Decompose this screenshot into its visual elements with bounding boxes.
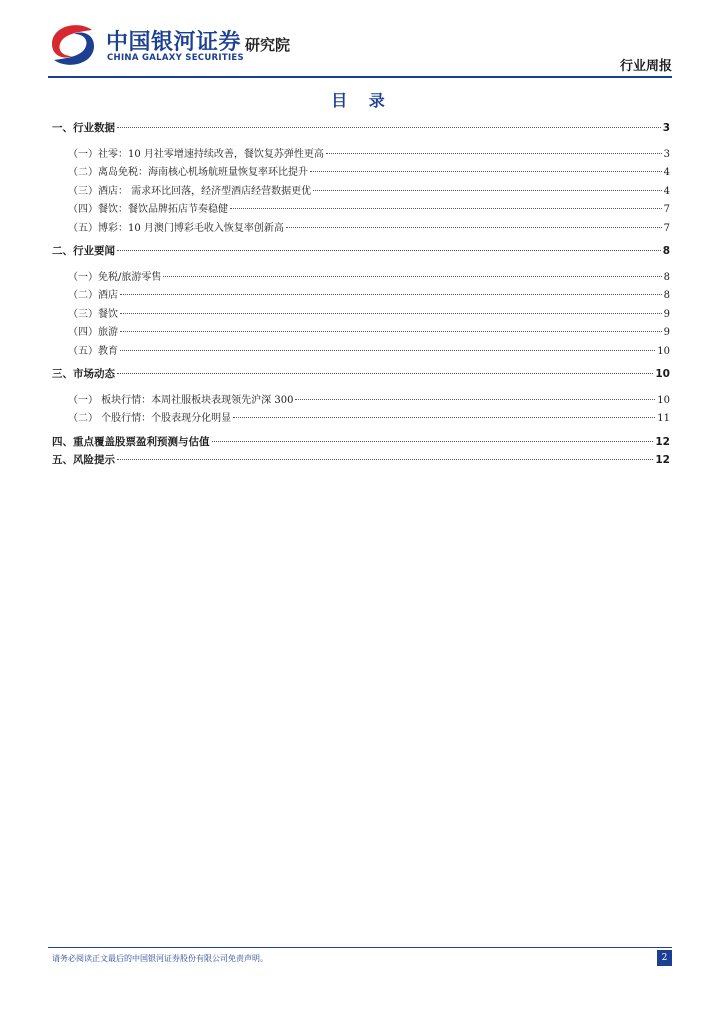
dot-leader — [117, 127, 661, 128]
toc-entry[interactable] — [52, 452, 670, 471]
toc-entry-label: （五）教育 — [68, 345, 118, 357]
dot-leader — [212, 441, 654, 442]
toc-entry-page: 11 — [657, 413, 670, 424]
dot-leader — [117, 373, 653, 374]
toc-entry-page: 7 — [663, 204, 670, 215]
toc-entry[interactable] — [52, 268, 670, 287]
disclaimer-note: 请务必阅读正文最后的中国银河证券股份有限公司免责声明。 — [52, 954, 268, 963]
dot-leader — [326, 153, 662, 154]
toc-entry-label: 三、市场动态 — [52, 368, 115, 380]
toc-entry-page: 8 — [663, 290, 670, 301]
table-of-contents — [52, 120, 670, 471]
toc-entry-page: 10 — [657, 394, 670, 406]
toc-entry-page: 12 — [655, 435, 670, 448]
dot-leader — [295, 399, 655, 400]
toc-entry[interactable] — [52, 200, 670, 219]
toc-title: 目 录 — [331, 91, 393, 110]
toc-entry[interactable] — [52, 391, 670, 410]
toc-entry-page: 8 — [663, 271, 670, 283]
dot-leader — [233, 417, 655, 418]
toc-entry[interactable] — [52, 434, 670, 453]
toc-entry[interactable] — [52, 286, 670, 305]
toc-entry-label: （一）免税/旅游零售 — [68, 271, 162, 283]
toc-entry[interactable] — [52, 323, 670, 342]
toc-entry[interactable] — [52, 243, 670, 262]
toc-entry-label: 四、重点覆盖股票盈利预测与估值 — [52, 435, 210, 448]
toc-entry[interactable] — [52, 182, 670, 201]
toc-entry[interactable] — [52, 409, 670, 428]
dot-leader — [310, 171, 662, 172]
toc-entry-page: 12 — [655, 454, 670, 466]
dot-leader — [120, 313, 662, 314]
logo-english-name: CHINA GALAXY SECURITIES — [107, 53, 244, 63]
toc-entry-label: 五、风险提示 — [52, 454, 115, 466]
toc-entry[interactable] — [52, 163, 670, 182]
toc-entry-page: 4 — [663, 185, 670, 197]
toc-entry-label: （二）离岛免税：海南核心机场航班量恢复率环比提升 — [68, 167, 308, 178]
toc-entry-page: 9 — [663, 327, 670, 338]
toc-entry-page: 7 — [663, 222, 670, 234]
toc-entry[interactable] — [52, 366, 670, 385]
page-header — [48, 22, 672, 80]
header-divider — [48, 76, 672, 78]
toc-entry-label: （二）酒店 — [68, 290, 118, 301]
dot-leader — [120, 331, 662, 332]
toc-entry-label: （四）餐饮：餐饮品牌拓店节奏稳健 — [68, 204, 228, 215]
toc-entry-page: 10 — [655, 368, 670, 380]
institute-label: 研究院 — [245, 36, 291, 54]
toc-entry[interactable] — [52, 145, 670, 164]
toc-entry-label: （四）旅游 — [68, 327, 118, 338]
toc-entry[interactable] — [52, 219, 670, 238]
dot-leader — [313, 190, 661, 191]
page-number: 2 — [657, 950, 672, 966]
toc-entry[interactable] — [52, 305, 670, 324]
dot-leader — [286, 227, 662, 228]
toc-entry-label: （五）博彩：10 月澳门博彩毛收入恢复率创新高 — [68, 222, 284, 234]
toc-entry[interactable] — [52, 342, 670, 361]
toc-entry-label: （三）酒店： 需求环比回落，经济型酒店经营数据更优 — [68, 185, 312, 197]
toc-entry-page: 3 — [663, 148, 670, 160]
toc-entry-page: 4 — [663, 167, 670, 178]
toc-entry-page: 8 — [662, 245, 670, 257]
logo-chinese-name: 中国银河证券 — [106, 30, 242, 55]
galaxy-logo-icon — [48, 22, 98, 68]
toc-entry[interactable] — [52, 120, 670, 139]
dot-leader — [230, 208, 662, 209]
toc-entry-label: （三）餐饮 — [68, 308, 118, 320]
footer-divider — [48, 947, 672, 948]
toc-entry-label: （一） 板块行情：本周社服板块表现领先沪深 300 — [68, 394, 294, 406]
toc-entry-label: 二、行业要闻 — [52, 245, 115, 257]
dot-leader — [117, 250, 661, 251]
dot-leader — [120, 294, 662, 295]
toc-entry-page: 9 — [663, 308, 670, 320]
dot-leader — [163, 276, 661, 277]
report-type-label: 行业周报 — [619, 59, 672, 74]
toc-entry-label: （二） 个股行情：个股表现分化明显 — [68, 413, 232, 424]
dot-leader — [117, 459, 653, 460]
toc-entry-page: 3 — [662, 122, 670, 134]
toc-entry-label: 一、行业数据 — [52, 122, 115, 134]
dot-leader — [120, 350, 655, 351]
toc-entry-label: （一）社零：10 月社零增速持续改善，餐饮复苏弹性更高 — [68, 148, 324, 160]
toc-entry-page: 10 — [657, 345, 670, 357]
